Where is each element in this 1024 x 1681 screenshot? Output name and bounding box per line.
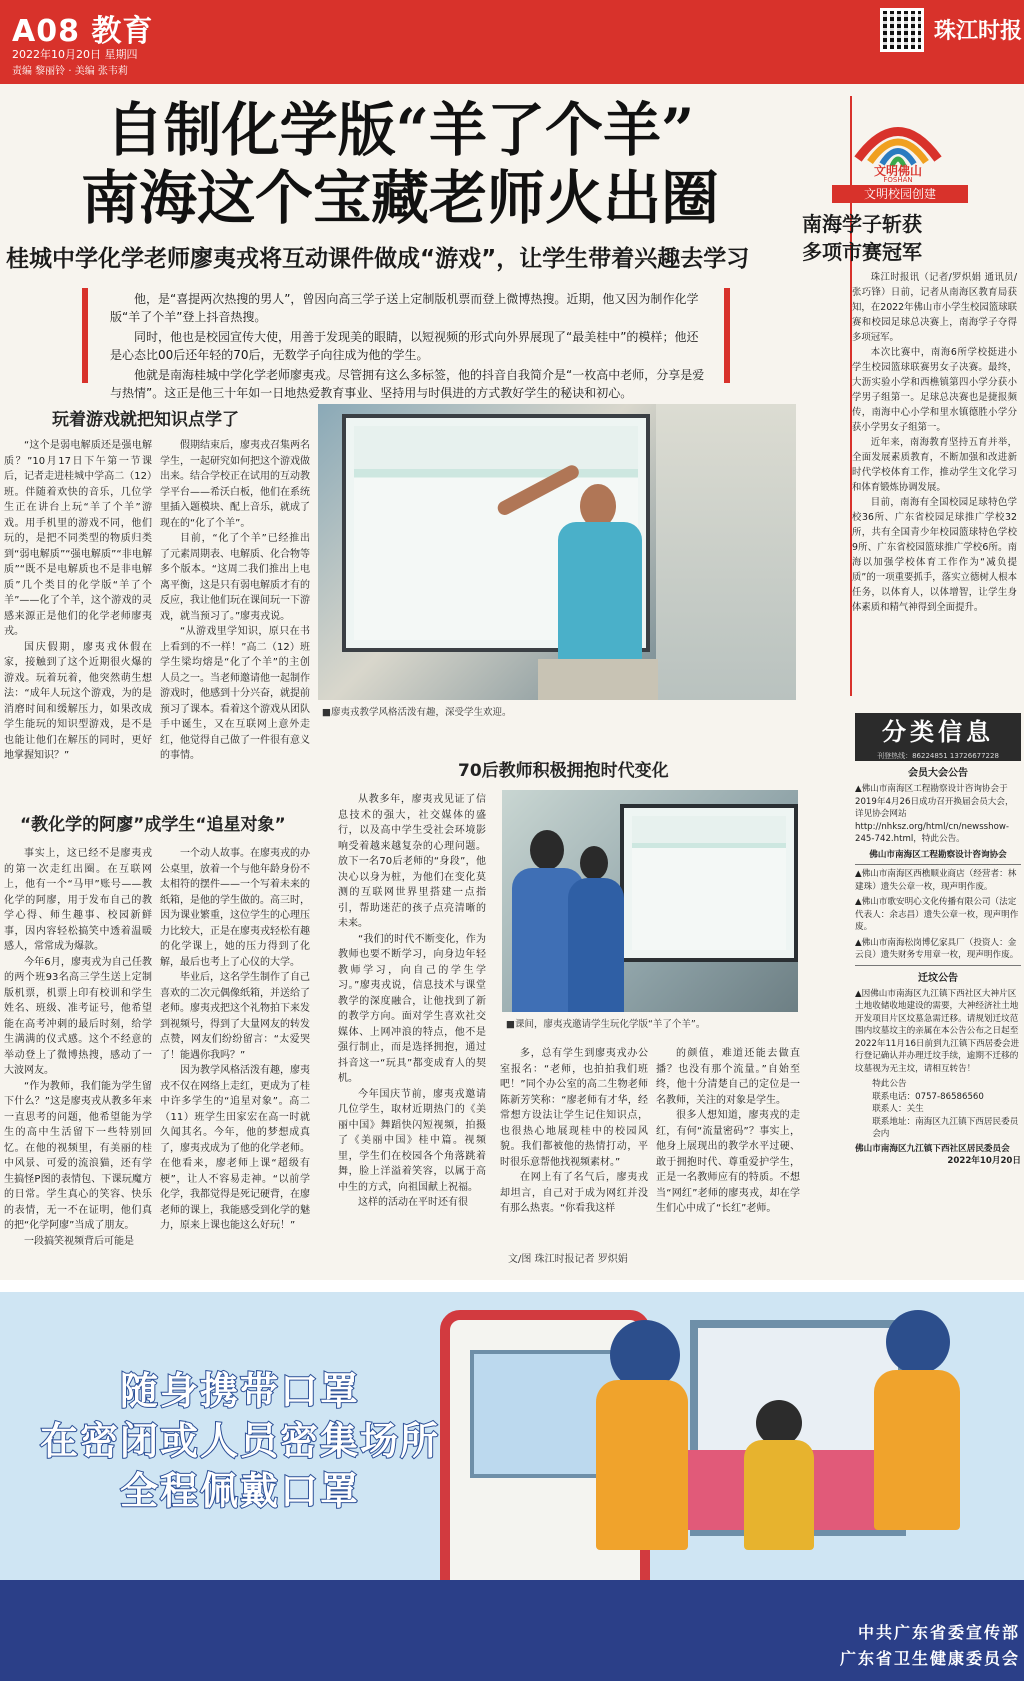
sidebar-title-line: 南海学子斩获 [802,212,922,236]
section-3-column-3 [656,1046,800,1217]
sidebar-title-line: 多项市赛冠军 [802,240,922,264]
lead-paragraph: 他，是“喜提两次热搜的男人”，曾因向高三学子送上定制版机票而登上微博热搜。近期，他又因为制作化学版“羊了个羊”登上抖音热搜。 [110,292,699,324]
paragraph: 在网上有了名气后，廖夷戎却坦言，自己对于成为网红并没有那么热衷。“你看我这样 [500,1172,648,1214]
paragraph: 毕业后，这名学生制作了自己喜欢的二次元偶像纸箱，并送给了老师。廖夷戎把这个礼物拍下来发到视频号，得到了大量网友的转发点赞，网友们纷纷留言：“太爱哭了！能遇你我吗？” [160,972,310,1061]
emblem-label: 文明佛山 [873,164,922,178]
banner-line-2: 在密闭或人员密集场所 [39,1418,440,1463]
divider [855,864,1021,865]
notice-2-contact: 联系电话：0757-86586560 [872,1091,984,1102]
paragraph: 因为教学风格活泼有趣，廖夷戎不仅在网络上走红，更成为了桂中许多学生的“追星对象”。高二（11）班学生田家宏在高一时就久闻其名。今年，他的梦想成真了，廖夷戎成为了他的化学老师。在他看来，廖老师上课“超级有梗”，让人不容易走神。“以前学化学，我都觉得是死记硬背，在廖老师的课上，我能感受到化学的魅力，原来上课也能这么好玩！” [160,1065,310,1231]
lead-paragraph: 同时，他也是校园宣传大使，用善于发现美的眼睛，以短视频的形式向外界展现了“最美桂中”的模样；他还是心态比00后还年轻的70后，无数学子向往成为他的学生。 [110,330,699,362]
paragraph: 的颜值，难道还能去做直播？也没有那个流量。”自始至终，他十分清楚自己的定位是一名教师，关注的对象是学生。 [656,1048,800,1106]
banner-line-1: 随身携带口罩 [119,1368,360,1413]
section-1-column-2 [160,438,310,764]
lost-items [855,868,1021,962]
sidebar-title [802,210,1012,266]
section-2-column-1 [4,846,152,1249]
issue-date: 2022年10月20日 星期四 [12,48,138,61]
notice-2-date: 2022年10月20日 [947,1156,1021,1166]
lead-bar-right [724,288,730,383]
paragraph: 事实上，这已经不是廖夷戎的第一次走红出圈。在互联网上，他有一个“马甲”账号——教化学的阿廖，用于发布自己的教学心得、师生趣事、校园新鲜事，因内容轻松搞笑中透着温暖感人，常常成为爆款。 [4,848,152,952]
headline-line-2: 南海这个宝藏老师火出圈 [80,164,719,232]
sidebar-tag: 文明校园创建 [832,185,968,203]
section-label: A08 教育 [12,14,154,49]
section-3-column-2 [500,1046,648,1217]
paragraph: 这样的活动在平时还有很 [358,1197,468,1208]
lost-item: ▲佛山市歌安明心文化传播有限公司（法定代表人：余志昌）遗失公章一枚，现声明作废。 [855,897,1019,932]
paragraph: 从教多年，廖夷戎见证了信息技术的强大，社交媒体的盛行，以及高中学生受社会环境影响受着越来越复杂的心理问题。放下一名70后老师的“身段”，他决心以身为桩，为他们在变化莫测的互联网世界里搭建一点指引，帮助迷茫的孩子点亮清晰的未来。 [338,794,486,929]
notice-1-title: 会员大会公告 [908,768,968,779]
lost-item: ▲佛山市南海松岗博亿家具厂（投资人：金云良）遗失财务专用章一枚，现声明作废。 [855,937,1019,960]
photo-1-caption: ■廖夷戎教学风格活泼有趣，深受学生欢迎。 [322,707,512,718]
lead-bar-left [82,288,88,383]
editor-credits: 责编 黎丽铃 · 美编 张韦莉 [12,66,128,77]
lead-paragraph: 他就是南海桂城中学化学老师廖夷戎。尽管拥有这么多标签，他的抖音自我简介是“一枚高中老师，分享是爱与热情”。这正是他三十年如一日地热爱教育事业、坚持用与时俱进的方式教好学生的秘诀和初心。 [110,368,705,400]
paragraph: 珠江时报讯（记者/罗炽娟 通讯员/张巧锋）日前，记者从南海区教育局获知，在2022年佛山市小学生校园篮球联赛和校园足球总决赛上，南海学子夺得多项冠军。 [852,272,1017,343]
paragraph: 目前，南海有全国校园足球特色学校36所、广东省校园足球推广学校32所，共有全国青少年校园篮球特色学校9所、广东省校园篮球推广学校6所。南海以加强学校体育工作作为“减负提质”的一项重要抓手，落实立德树人根本任务，以体育人，以体增智，让学生身体素质和精气神得到全面提升。 [852,497,1017,613]
paragraph: 一个动人故事。在廖夷戎的办公桌里，放着一个与他年龄身份不太相符的摆件——一个写着未来的纸箱，是他的学生做的。高三时，因为课业繁重，这位学生的心理压力比较大，正是在廖夷戎轻松有趣的化学课上，她的压力得到了化解，最后也考上了心仪的大学。 [160,848,310,968]
paragraph: 今年国庆节前，廖夷戎邀请几位学生，取材近期热门的《美丽中国》舞蹈快闪短视频，拍摄了《美丽中国》桂中篇。视频里，学生们在校园各个角落跳着舞，脸上洋溢着笑容，以属于高中生的方式，向祖国献上祝福。 [338,1088,486,1193]
emblem-sub: FOSHAN [883,176,913,184]
banner-line-3: 全程佩戴口罩 [119,1468,360,1513]
byline: 文/图 珠江时报记者 罗炽娟 [508,1254,628,1265]
paragraph: 目前，“化了个羊”已经推出了元素周期表、电解质、化合物等多个版本。“这周二我们推出上电离平衡，这是只有弱电解质才有的反应，我让他们玩在课间玩一下游戏，就当预习了。”廖夷戎说。 [160,533,310,622]
section-1-title: 玩着游戏就把知识点学了 [52,410,239,430]
divider [855,965,1021,966]
lead-paragraphs [110,290,710,404]
banner-org-1: 中共广东省委宣传部 [857,1623,1020,1642]
paragraph: 假期结束后，廖夷戎召集两名学生，一起研究如何把这个游戏做出来。结合学校正在试用的互动教学平台——希沃白板，他们在系统里插入题模块、配上音乐，就成了现在的“化了个羊”。 [160,440,310,529]
qr-code-icon [880,8,924,52]
notice-1-text: ▲佛山市南海区工程勘察设计咨询协会于2019年4月26日成功召开换届会员大会，详见协会网站http://nhksz.org/html/cn/newsshow-245-742.html，特此公告。 [855,784,1014,844]
notice-2 [855,988,1021,1168]
notice-2-address: 联系地址：南海区九江镇下西居民委员会内 [872,1116,1019,1139]
newspaper-logo: 珠江时报 [934,18,1023,44]
paragraph: “我们的时代不断变化，作为教师也要不断学习，向身边年轻教师学习，向自己的学生学习。”廖夷戎说，信息技术与课堂教学的深度融合，让他找到了新的教学方向。面对学生喜欢社交媒体、上网冲浪的特点，他不是强行制止，而是选择拥抱，通过抖音这一“玩具”都变成育人的契机。 [338,933,486,1084]
paragraph: 国庆假期，廖夷戎休假在家，接触到了这个近期很火爆的游戏。玩着玩着，他突然萌生想法：“成年人玩这个游戏，为的是消磨时间和缓解压力，如果改成学生能玩的知识型游戏，是不是也能让他们在解压的同时，更好地掌握知识？” [4,641,152,761]
notice-1-sign: 佛山市南海区工程勘察设计咨询协会 [869,849,1007,860]
lost-item: ▲佛山市南海区西樵顺业商店（经营者：林建珠）遗失公章一枚，现声明作废。 [855,869,1017,892]
photo-2-caption: ■课间，廖夷戎邀请学生玩化学版“羊了个羊”。 [506,1019,706,1030]
notice-2-title: 迁坟公告 [918,972,958,984]
classifieds-phone: 刊登热线：86224851 13726677228 [855,751,1021,761]
page-header [0,0,1024,84]
banner-org-2: 广东省卫生健康委员会 [839,1649,1020,1668]
subtitle: 桂城中学化学老师廖夷戎将互动课件做成“游戏”，让学生带着兴趣去学习 [6,246,750,272]
section-2-column-2 [160,846,310,1234]
notice-2-extra: 特此公告 [872,1079,907,1089]
notice-1 [855,783,1021,861]
section-2-title: “教化学的阿廖”成学生“追星对象” [20,815,286,835]
notice-2-text: ▲因佛山市南海区九江镇下西社区大神片区土地收储收地建设的需要，大神经济社土地开发项目片区坟墓急需迁移。请规划迁坟范围内坟墓坟主的亲属在本公告公布之日起至2022年11月16日前到九江镇下西居委会进行登记确认并办理迁坟手续，逾期不迁移的坟墓视为无主坟，请相互转告！ [855,988,1020,1074]
photo-teacher-at-board [318,404,796,700]
paragraph: “作为教师，我们能为学生留下什么？”这是廖夷戎从教多年来一直思考的问题，他希望能为学生的高中生活留下一些特别回忆。在他的视频里，有美丽的桂中风景、可爱的流浪猫，还有学生搞怪P图的表情包、下课玩魔方的日常。学生真心的笑容、快乐的表情，无一不在证明，他们真的把“化学阿廖”当成了朋友。 [4,1080,152,1231]
classifieds-heading: 分类信息 [855,713,1021,751]
paragraph: “从游戏里学知识，原只在书上看到的不一样！”高二（12）班学生梁均熔是“化了个羊”的主创人员之一。当老师邀请他一起制作游戏时，他感到十分兴奋，就提前预习了课本。看着这个游戏从团队手中诞生，又在互联网上意外走红，他觉得自己做了一件很有意义的事情。 [160,626,310,761]
classifieds-body [855,764,1021,1168]
paragraph: “这个是弱电解质还是强电解质？”10月17日下午第一节课后，记者走进桂城中学高二（12）班。伴随着欢快的音乐，几位学生正在讲台上玩“羊了个羊”游戏。用手机里的游戏不同，他们玩的，是把不同类型的物质归类到“弱电解质”“强电解质”“非电解质”“既不是电解质也不是非电解质”几个类目的化学版“羊了个羊”——化了个羊，这个游戏的灵感来源正是他们的化学老师廖夷戎。 [4,440,152,637]
section-3-column-1 [338,792,486,1211]
photo-students-playing-game [502,790,798,1012]
headline-line-1: 自制化学版“羊了个羊” [105,96,695,164]
paragraph: 多，总有学生到廖夷戎办公室报名：“老师，也拍拍我们班吧！”同个办公室的高二生物老师陈新芳笑称：“廖老师有才华，经常想方设法让学生记住知识点，也很热心地展现桂中的校园风貌。我们都被他的热情打动，平时很乐意帮他找视频素材。” [500,1048,648,1168]
section-3-title: 70后教师积极拥抱时代变化 [458,761,669,781]
notice-2-sign: 佛山市南海区九江镇下西社区居民委员会 [855,1143,1010,1154]
paragraph: 本次比赛中，南海6所学校挺进小学生校园篮球联赛男女子决赛。最终，大沥实验小学和西樵镇第四小学分获小学男子组第一。足球总决赛也是捷报频传，南海中心小学和里水镇德胜小学分获小学男女子组第一。 [852,347,1017,433]
notice-2-person: 联系人：关生 [872,1104,924,1114]
sidebar-body [852,270,1017,615]
paragraph: 近年来，南海教育坚持五育并举，全面发展素质教育，不断加强和改进新时代学校体育工作，推动学生文化学习和体育锻炼协调发展。 [852,437,1017,493]
paragraph: 很多人想知道，廖夷戎的走红，有何“流量密码”？事实上，他身上展现出的教学水平过硬、敢于拥抱时代、尊重爱护学生，正是一名教师应有的特质。不想当“网红”老师的廖夷戎，却在学生们心中成了“长红”老师。 [656,1110,800,1214]
section-1-column-1 [4,438,152,764]
paragraph: 今年6月，廖夷戎为自己任教的两个班93名高三学生送上定制版机票，机票上印有校训和学生姓名、班级、准考证号，他希望能在高考冲刺的最后时刻，给学生满满的仪式感。这个不经意的举动登上了微博热搜，感动了一大波网友。 [4,956,152,1076]
paragraph: 一段搞笑视频背后可能是 [24,1235,134,1247]
